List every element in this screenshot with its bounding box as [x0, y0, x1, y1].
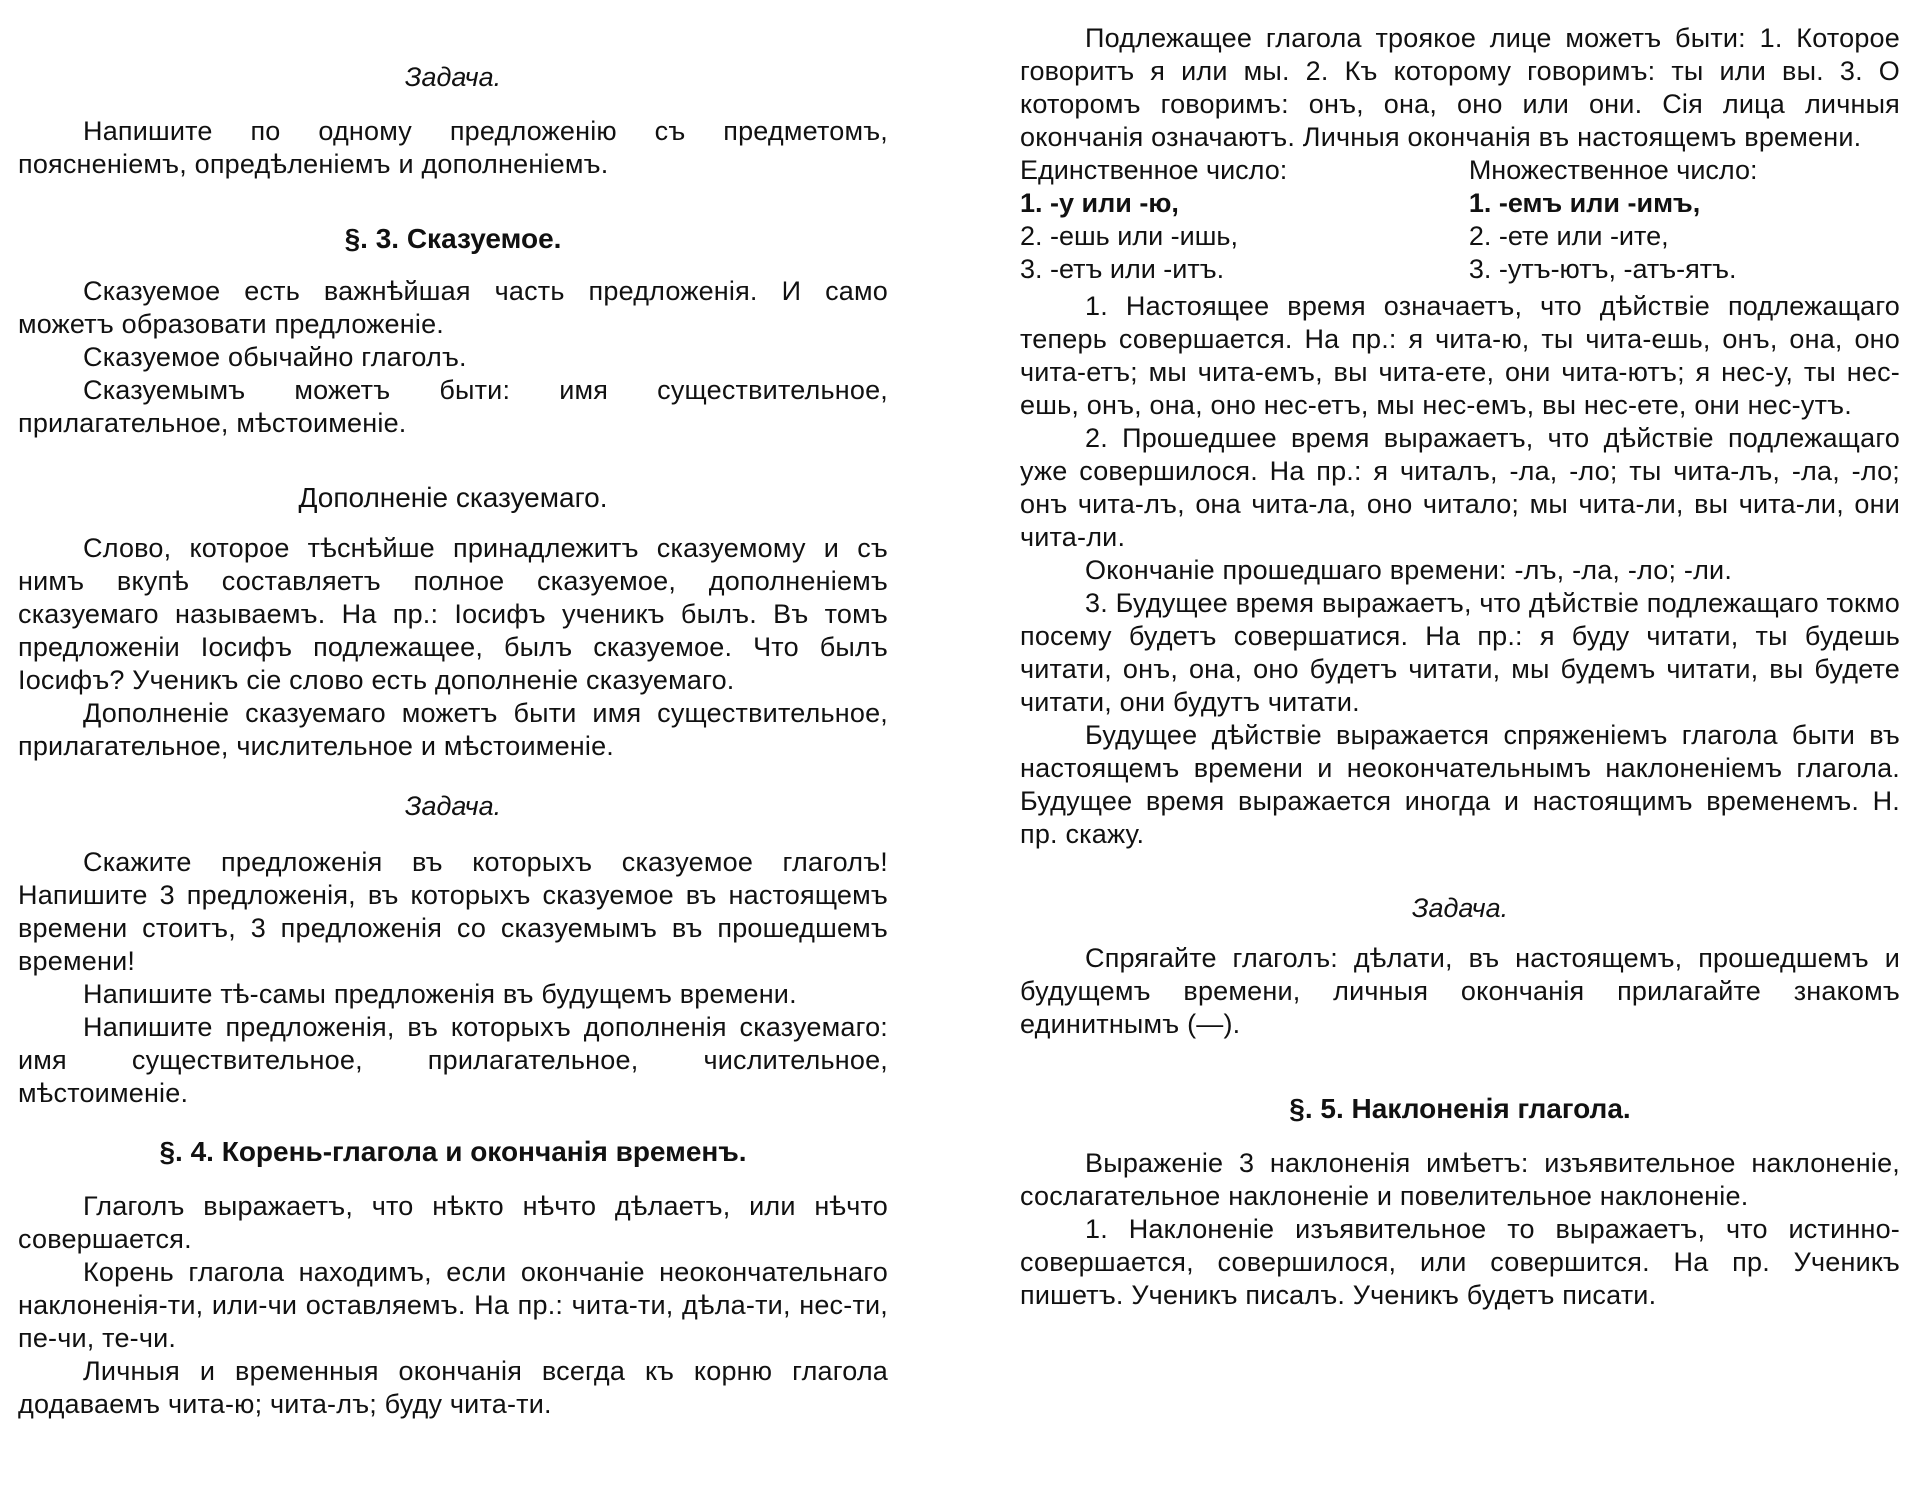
plural-ending-2: 2. -ете или -ите,: [1468, 221, 1669, 251]
left-page: [18, 0, 888, 1421]
section4-paragraph-2: Корень глагола находимъ, если окончаніе неокончательнаго наклоненія-ти, или-чи оставляемъ. На пр.: чита-ти, дѣла-ти, нес-ти, пе-чи, те-чи.: [18, 1257, 888, 1353]
task2-paragraph-1: Скажите предложенія въ которыхъ сказуемое глаголъ! Напишите 3 предложенія, въ которыхъ сказуемое въ настоящемъ времени стоитъ, 3 предложенія со сказуемымъ въ прошедшемъ времени!: [18, 847, 888, 976]
section4-paragraph-3: Личныя и временныя окончанія всегда къ корню глагола додаваемъ чита-ю; чита-лъ; буду чита-ти.: [18, 1356, 888, 1419]
task2-paragraph-3: Напишите предложенія, въ которыхъ дополненія сказуемаго: имя существительное, прилагательное, числительное, мѣстоименіе.: [18, 1012, 888, 1108]
tense-paragraph-4: 3. Будущее время выражаетъ, что дѣйствіе подлежащаго токмо посему будетъ совершатися. На пр.: я буду читати, ты будешь читати, онъ, она, оно будетъ читати, мы будемъ читати, вы будете читати, они будутъ читати.: [1020, 588, 1900, 717]
section4-heading: §. 4. Корень-глагола и окончанія временъ.: [159, 1136, 747, 1167]
endings-table: [1020, 154, 1900, 286]
singular-ending-3: 3. -етъ или -итъ.: [1020, 254, 1225, 284]
tense-paragraph-3: Окончаніе прошедшаго времени: -лъ, -ла, -ло; -ли.: [1085, 555, 1733, 585]
task1-text: Напишите по одному предложенію съ предметомъ, поясненіемъ, опредѣленіемъ и дополненіемъ.: [18, 116, 888, 179]
task3-text: Спрягайте глаголъ: дѣлати, въ настоящемъ, прошедшемъ и будущемъ времени, личныя окончанія прилагайте знакомъ единитнымъ (—).: [1020, 943, 1900, 1039]
task3-heading: Задача.: [1411, 893, 1509, 923]
plural-ending-1: 1. -емъ или -имъ,: [1468, 188, 1701, 218]
singular-header: Единственное число:: [1020, 155, 1288, 185]
singular-column: [1020, 154, 1451, 286]
plural-column: [1469, 154, 1900, 286]
task1-heading: Задача.: [404, 62, 502, 92]
complement-heading: Дополненіе сказуемаго.: [298, 482, 608, 513]
singular-ending-2: 2. -ешь или -ишь,: [1020, 221, 1238, 251]
section3-heading: §. 3. Сказуемое.: [344, 223, 562, 254]
task2-paragraph-2: Напишите тѣ-самы предложенія въ будущемъ времени.: [83, 979, 797, 1009]
plural-header: Множественное число:: [1468, 155, 1758, 185]
section5-heading: §. 5. Наклоненія глагола.: [1289, 1093, 1631, 1124]
task2-heading: Задача.: [404, 791, 502, 821]
complement-paragraph-1: Слово, которое тѣснѣйше принадлежитъ сказуемому и съ нимъ вкупѣ составляетъ полное сказуемое, дополненіемъ сказуемаго называемъ. На пр.: Іосифъ ученикъ былъ. Въ томъ предложеніи Іосифъ подлежащее, былъ сказуемое. Что былъ Іосифъ? Ученикъ сіе слово есть дополненіе сказуемаго.: [18, 533, 888, 695]
section3-paragraph-3: Сказуемымъ можетъ быти: имя существительное, прилагательное, мѣстоименіе.: [18, 375, 888, 438]
plural-ending-3: 3. -утъ-ютъ, -атъ-ятъ.: [1468, 254, 1737, 284]
intro-paragraph: Подлежащее глагола трoякое лице можетъ быти: 1. Которое говоритъ я или мы. 2. Къ которому говоримъ: ты или вы. 3. О которомъ говоримъ: онъ, она, оно или они. Сія лица личныя окончанія означаютъ. Личныя окончанія въ настоящемъ времени.: [1020, 23, 1900, 152]
tense-paragraph-2: 2. Прошедшее время выражаетъ, что дѣйствіе подлежащаго уже совершилося. На пр.: я читалъ, -ла, -ло; ты чита-лъ, -ла, -ло; онъ чита-лъ, она чита-ла, оно читало; мы чита-ли, вы чита-ли, они чита-ли.: [1020, 423, 1900, 552]
section3-paragraph-2: Сказуемое обычайно глаголъ.: [83, 342, 467, 372]
tense-paragraph-5: Будущее дѣйствіе выражается спряженіемъ глагола быти въ настоящемъ времени и неокончательнымъ наклоненіемъ глагола. Будущее время выражается иногда и настоящимъ временемъ. Н. пр. скажу.: [1020, 720, 1900, 849]
tense-paragraph-1: 1. Настоящее время означаетъ, что дѣйствіе подлежащаго теперь совершается. На пр.: я чита-ю, ты чита-ешь, онъ, она, оно чита-етъ; мы чита-емъ, вы чита-ете, они чита-ютъ; я нес-у, ты нес-ешь, онъ, она, оно нес-етъ, мы нес-емъ, вы нес-ете, они нес-утъ.: [1020, 291, 1900, 420]
singular-ending-1: 1. -у или -ю,: [1020, 188, 1179, 218]
section5-paragraph-2: 1. Наклоненіе изъявительное то выражаетъ, что истинно-совершается, совершилося, или совершится. На пр. Ученикъ пишетъ. Ученикъ писалъ. Ученикъ будетъ писати.: [1020, 1214, 1900, 1310]
right-page: [1020, 0, 1900, 1312]
complement-paragraph-2: Дополненіе сказуемаго можетъ быти имя существительное, прилагательное, числительное и мѣстоименіе.: [18, 698, 888, 761]
section4-paragraph-1: Глаголъ выражаетъ, что нѣкто нѣчто дѣлаетъ, или нѣчто совершается.: [18, 1191, 888, 1254]
section3-paragraph-1: Сказуемое есть важнѣйшая часть предложенія. И само можетъ образовати предложеніе.: [18, 276, 888, 339]
section5-paragraph-1: Выраженіе 3 наклоненія имѣетъ: изъявительное наклоненіе, сослагательное наклоненіе и повелительное наклоненіе.: [1020, 1148, 1900, 1211]
